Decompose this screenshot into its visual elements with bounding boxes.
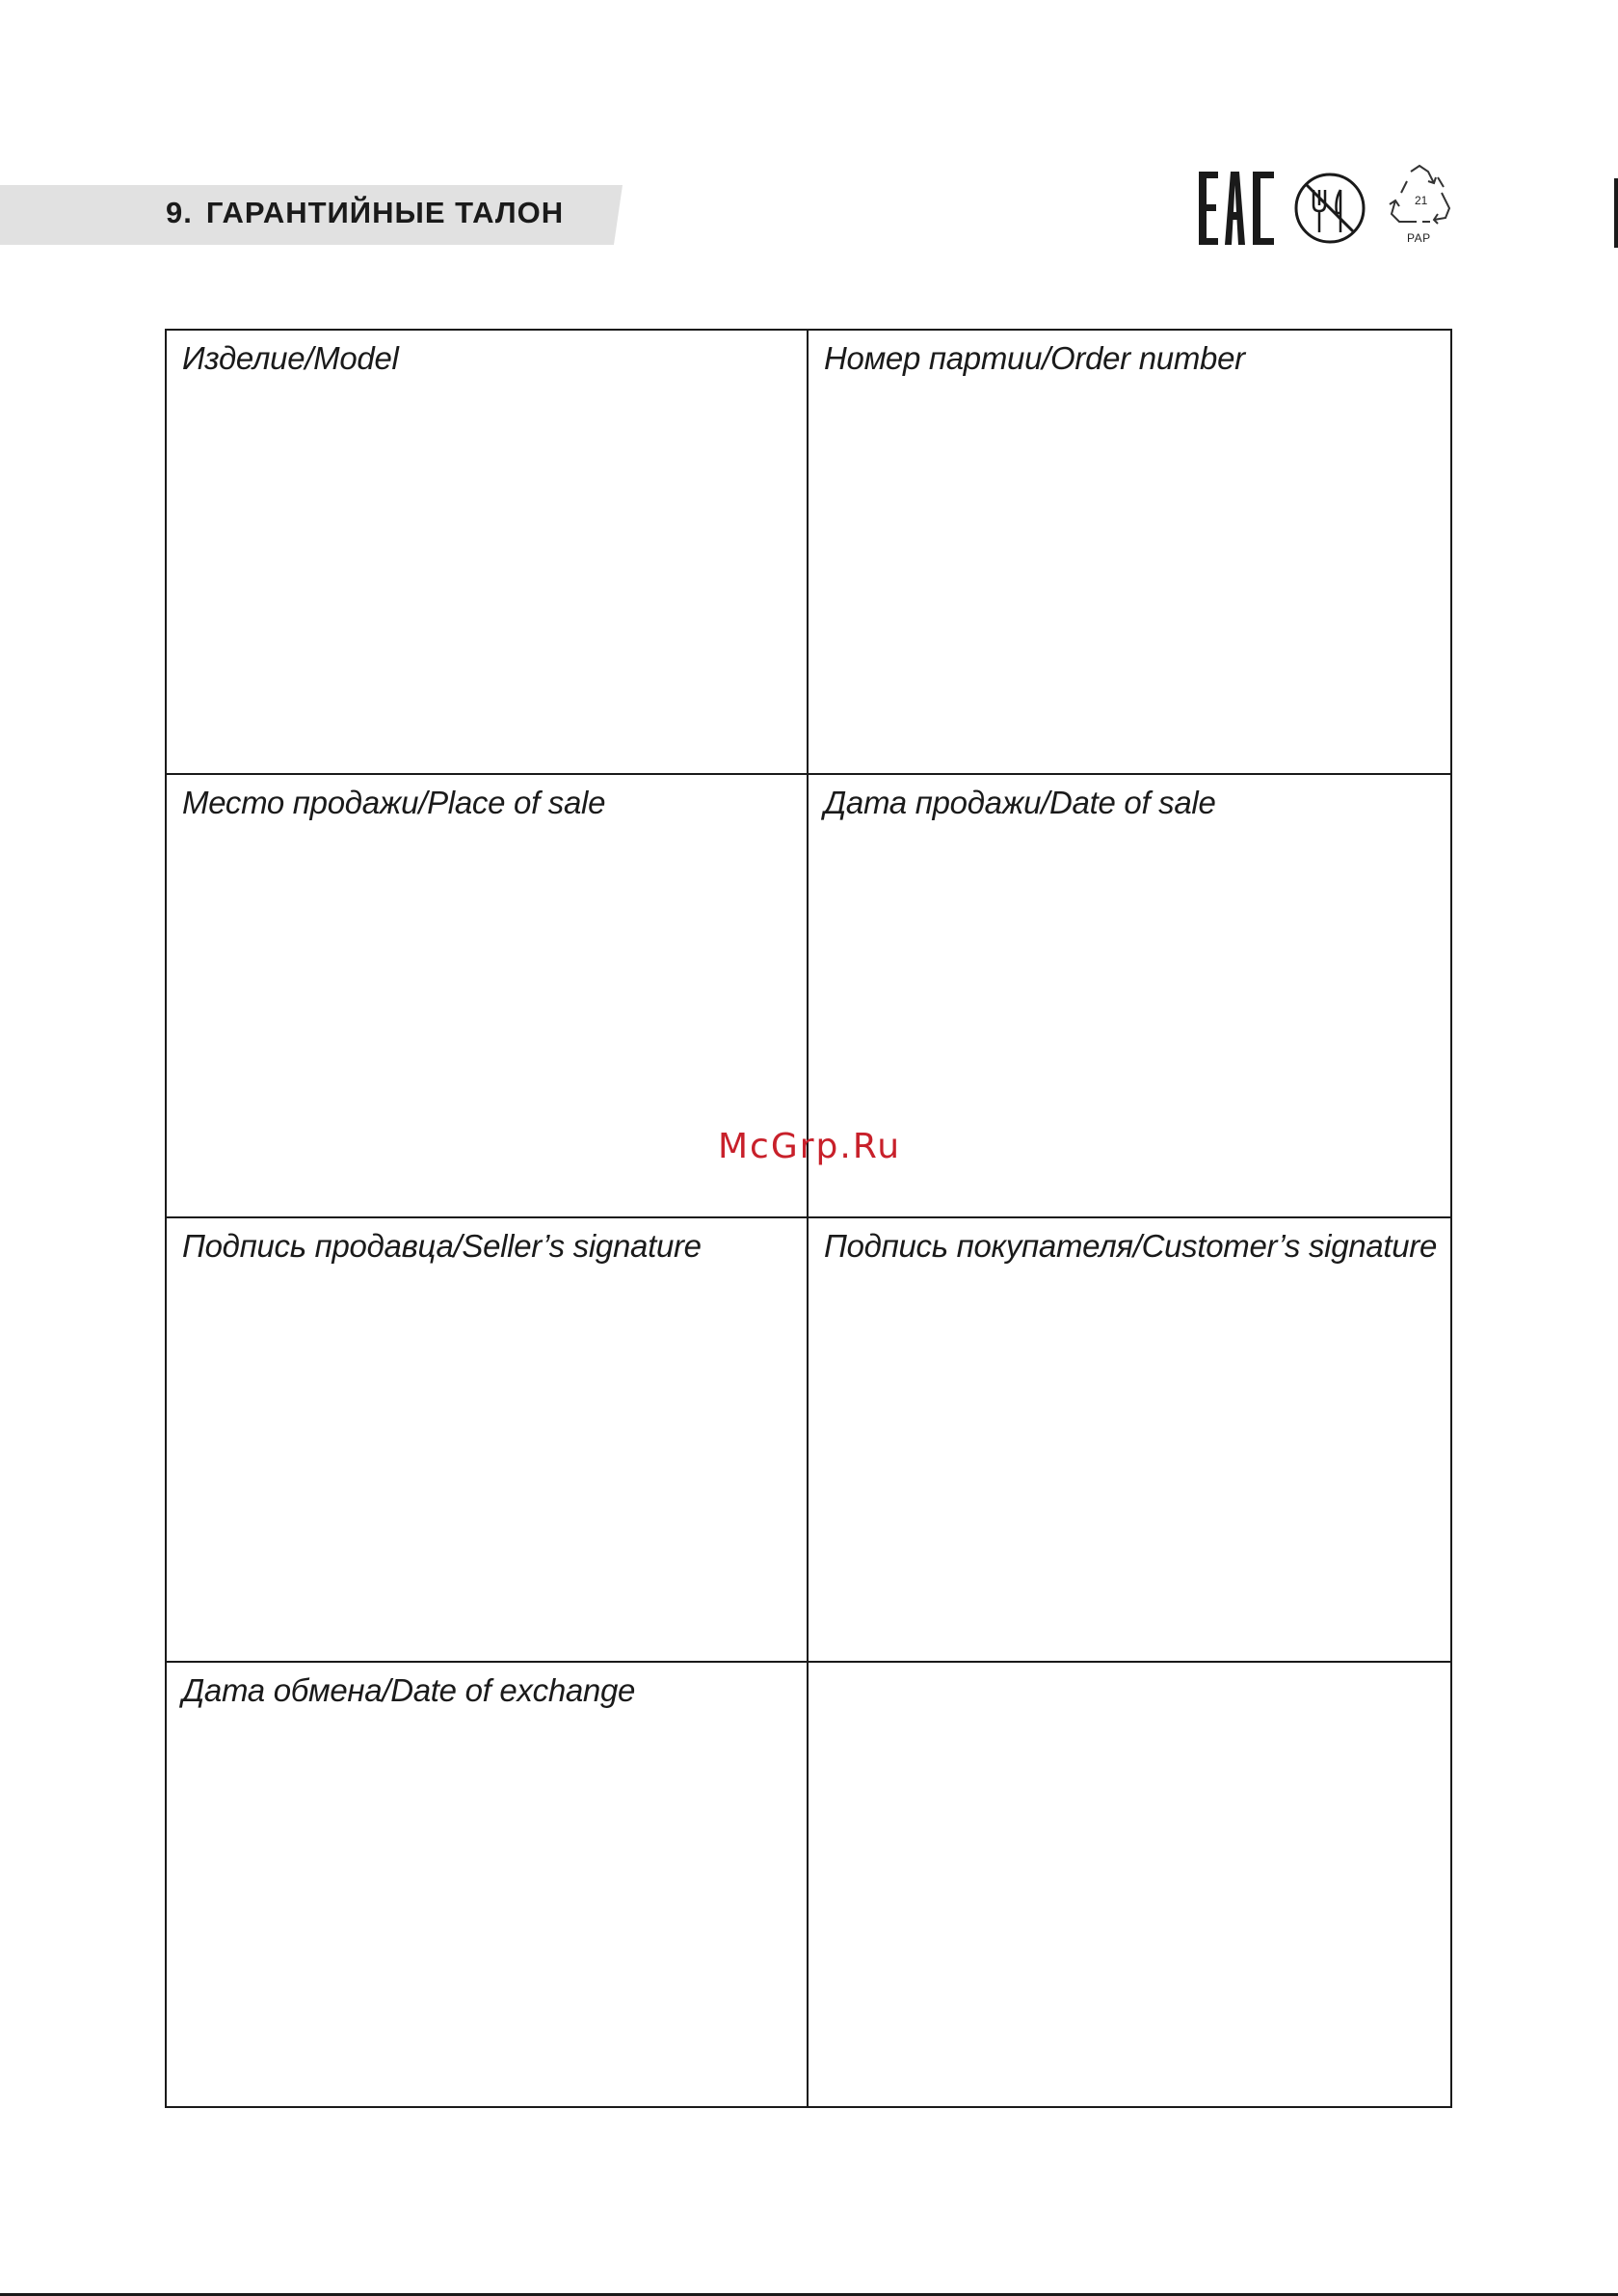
- certification-marks: [1199, 164, 1459, 251]
- recycle-label: PAP: [1407, 231, 1431, 245]
- seller-signature-field[interactable]: [167, 1218, 809, 1663]
- section-number: 9.: [166, 196, 193, 229]
- date-of-sale-label: Дата продажи/Date of sale: [824, 784, 1216, 820]
- place-of-sale-field[interactable]: [167, 775, 809, 1219]
- blank-field[interactable]: [809, 1663, 1450, 2107]
- model-field[interactable]: [167, 331, 809, 775]
- date-of-exchange-label: Дата обмена/Date of exchange: [182, 1671, 636, 1708]
- place-of-sale-label: Место продажи/Place of sale: [182, 784, 606, 820]
- warranty-card-form: [165, 329, 1452, 2108]
- section-title-text: ГАРАНТИЙНЫЕ ТАЛОН: [205, 196, 565, 229]
- watermark: McGrp.Ru: [718, 1127, 902, 1166]
- eac-icon: [1199, 172, 1276, 245]
- not-for-food-icon: [1292, 171, 1367, 246]
- customer-signature-field[interactable]: [809, 1218, 1450, 1663]
- order-number-field[interactable]: [809, 331, 1450, 775]
- model-label: Изделие/Model: [182, 340, 399, 376]
- order-number-label: Номер партии/Order number: [824, 340, 1245, 376]
- section-title: [166, 196, 564, 230]
- recycle-code: 21: [1415, 194, 1428, 207]
- date-of-sale-field[interactable]: [809, 775, 1450, 1219]
- seller-signature-label: Подпись продавца/Seller’s signature: [182, 1228, 702, 1264]
- date-of-exchange-field[interactable]: [167, 1663, 809, 2107]
- customer-signature-label: Подпись покупателя/Customer’s signature: [824, 1228, 1438, 1264]
- page-edge-mark: [1614, 178, 1618, 248]
